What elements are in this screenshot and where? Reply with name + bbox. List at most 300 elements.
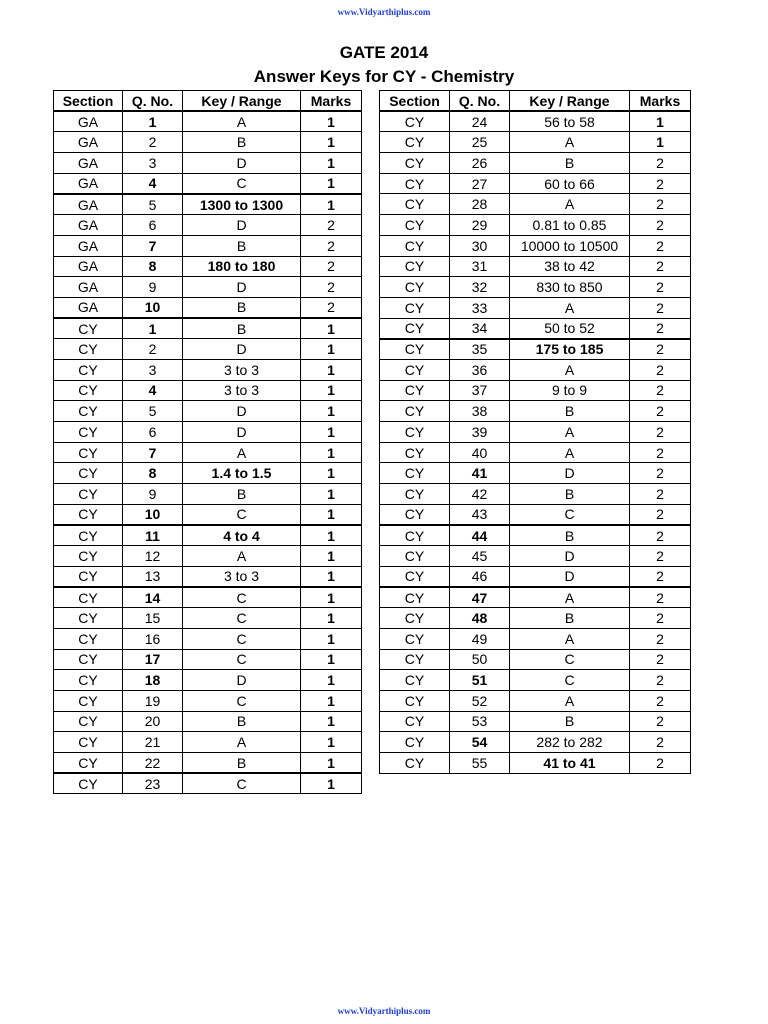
cell-marks: 2 — [630, 256, 691, 277]
table-row — [380, 442, 691, 463]
cell-key-range: D — [510, 463, 630, 484]
cell-key-range: B — [183, 753, 301, 774]
cell-marks: 1 — [301, 484, 362, 505]
cell-section: CY — [54, 587, 123, 608]
cell-question-number: 18 — [123, 670, 183, 691]
cell-marks: 2 — [630, 732, 691, 753]
cell-section: CY — [380, 711, 450, 732]
cell-section: CY — [54, 442, 123, 463]
cell-key-range: B — [510, 525, 630, 546]
table-row — [380, 297, 691, 318]
cell-key-range: B — [510, 401, 630, 422]
cell-section: CY — [380, 546, 450, 567]
cell-section: GA — [54, 235, 123, 256]
cell-question-number: 32 — [450, 277, 510, 298]
cell-key-range: A — [510, 587, 630, 608]
cell-section: GA — [54, 277, 123, 298]
cell-question-number: 54 — [450, 732, 510, 753]
cell-question-number: 2 — [123, 339, 183, 360]
cell-key-range: A — [510, 132, 630, 153]
cell-section: CY — [380, 132, 450, 153]
table-row — [380, 670, 691, 691]
cell-key-range: 180 to 180 — [183, 256, 301, 277]
cell-section: CY — [54, 566, 123, 587]
table-row — [380, 256, 691, 277]
column-header-marks: Marks — [630, 91, 691, 112]
cell-section: CY — [380, 401, 450, 422]
cell-key-range: C — [183, 608, 301, 629]
cell-key-range: 3 to 3 — [183, 359, 301, 380]
cell-question-number: 11 — [123, 525, 183, 546]
column-header-marks: Marks — [301, 91, 362, 112]
cell-question-number: 23 — [123, 773, 183, 794]
cell-key-range: B — [183, 484, 301, 505]
cell-section: CY — [54, 649, 123, 670]
cell-question-number: 48 — [450, 608, 510, 629]
cell-question-number: 5 — [123, 194, 183, 215]
cell-question-number: 33 — [450, 297, 510, 318]
cell-key-range: C — [183, 587, 301, 608]
cell-marks: 2 — [630, 297, 691, 318]
cell-key-range: C — [183, 173, 301, 194]
cell-key-range: 3 to 3 — [183, 566, 301, 587]
cell-section: CY — [380, 173, 450, 194]
cell-key-range: 50 to 52 — [510, 318, 630, 339]
table-row — [54, 546, 362, 567]
cell-question-number: 36 — [450, 359, 510, 380]
table-row — [380, 277, 691, 298]
cell-key-range: D — [183, 401, 301, 422]
cell-question-number: 21 — [123, 732, 183, 753]
cell-section: CY — [380, 339, 450, 360]
cell-section: CY — [380, 732, 450, 753]
table-row — [54, 670, 362, 691]
footer-site-link[interactable]: www.Vidyarthiplus.com — [337, 1006, 431, 1016]
cell-question-number: 38 — [450, 401, 510, 422]
cell-marks: 2 — [630, 401, 691, 422]
table-row — [380, 732, 691, 753]
cell-key-range: A — [510, 359, 630, 380]
cell-marks: 2 — [630, 711, 691, 732]
cell-section: GA — [54, 132, 123, 153]
cell-key-range: A — [183, 546, 301, 567]
cell-question-number: 5 — [123, 401, 183, 422]
table-row — [54, 401, 362, 422]
cell-marks: 1 — [301, 690, 362, 711]
cell-marks: 1 — [301, 525, 362, 546]
cell-marks: 1 — [301, 422, 362, 443]
cell-marks: 2 — [301, 235, 362, 256]
cell-section: CY — [380, 111, 450, 132]
cell-section: CY — [380, 297, 450, 318]
table-row — [380, 359, 691, 380]
cell-marks: 1 — [301, 711, 362, 732]
table-row — [54, 173, 362, 194]
cell-section: CY — [380, 359, 450, 380]
cell-key-range: 41 to 41 — [510, 753, 630, 774]
cell-question-number: 3 — [123, 153, 183, 174]
cell-marks: 1 — [301, 173, 362, 194]
cell-marks: 1 — [301, 111, 362, 132]
cell-marks: 1 — [301, 773, 362, 794]
cell-key-range: A — [510, 442, 630, 463]
table-row — [54, 773, 362, 794]
cell-question-number: 43 — [450, 504, 510, 525]
page-title: GATE 2014 — [339, 43, 429, 62]
cell-question-number: 52 — [450, 690, 510, 711]
cell-marks: 1 — [301, 546, 362, 567]
cell-section: CY — [380, 504, 450, 525]
cell-question-number: 22 — [123, 753, 183, 774]
cell-question-number: 47 — [450, 587, 510, 608]
table-row — [380, 153, 691, 174]
cell-key-range: 175 to 185 — [510, 339, 630, 360]
table-row — [54, 318, 362, 339]
cell-section: GA — [54, 153, 123, 174]
table-header-row — [380, 91, 691, 112]
cell-marks: 2 — [630, 463, 691, 484]
cell-section: CY — [380, 484, 450, 505]
table-row — [54, 649, 362, 670]
cell-section: CY — [54, 339, 123, 360]
cell-section: CY — [54, 628, 123, 649]
cell-question-number: 34 — [450, 318, 510, 339]
cell-key-range: 10000 to 10500 — [510, 235, 630, 256]
cell-marks: 1 — [301, 649, 362, 670]
table-row — [54, 153, 362, 174]
cell-section: CY — [380, 587, 450, 608]
cell-marks: 1 — [301, 442, 362, 463]
cell-question-number: 41 — [450, 463, 510, 484]
cell-question-number: 31 — [450, 256, 510, 277]
cell-marks: 2 — [301, 277, 362, 298]
cell-question-number: 35 — [450, 339, 510, 360]
cell-key-range: D — [183, 215, 301, 236]
cell-key-range: A — [510, 297, 630, 318]
table-row — [54, 711, 362, 732]
cell-marks: 2 — [630, 587, 691, 608]
cell-key-range: A — [510, 422, 630, 443]
cell-section: CY — [380, 753, 450, 774]
table-row — [380, 235, 691, 256]
cell-marks: 1 — [301, 401, 362, 422]
table-row — [54, 235, 362, 256]
cell-section: CY — [54, 711, 123, 732]
cell-key-range: B — [183, 318, 301, 339]
cell-key-range: D — [183, 153, 301, 174]
cell-key-range: B — [183, 711, 301, 732]
table-row — [380, 546, 691, 567]
table-row — [380, 339, 691, 360]
table-row — [54, 194, 362, 215]
table-row — [54, 297, 362, 318]
cell-section: CY — [54, 670, 123, 691]
cell-section: CY — [54, 401, 123, 422]
table-row — [380, 401, 691, 422]
cell-marks: 2 — [630, 525, 691, 546]
cell-question-number: 20 — [123, 711, 183, 732]
cell-key-range: B — [510, 711, 630, 732]
cell-marks: 1 — [301, 194, 362, 215]
table-row — [380, 194, 691, 215]
cell-key-range: A — [183, 442, 301, 463]
table-row — [380, 132, 691, 153]
cell-key-range: C — [183, 690, 301, 711]
table-row — [54, 690, 362, 711]
cell-section: CY — [380, 649, 450, 670]
table-row — [54, 422, 362, 443]
cell-marks: 2 — [630, 277, 691, 298]
table-row — [380, 587, 691, 608]
cell-marks: 1 — [301, 732, 362, 753]
cell-question-number: 10 — [123, 504, 183, 525]
cell-question-number: 37 — [450, 380, 510, 401]
cell-section: GA — [54, 173, 123, 194]
cell-key-range: B — [510, 153, 630, 174]
cell-question-number: 13 — [123, 566, 183, 587]
cell-question-number: 27 — [450, 173, 510, 194]
cell-section: CY — [380, 463, 450, 484]
cell-marks: 2 — [630, 339, 691, 360]
cell-marks: 2 — [630, 546, 691, 567]
table-row — [54, 566, 362, 587]
cell-key-range: A — [183, 111, 301, 132]
table-row — [380, 422, 691, 443]
cell-section: CY — [380, 235, 450, 256]
cell-section: GA — [54, 194, 123, 215]
cell-key-range: 1.4 to 1.5 — [183, 463, 301, 484]
table-row — [380, 463, 691, 484]
table-row — [380, 380, 691, 401]
cell-marks: 1 — [301, 628, 362, 649]
cell-question-number: 12 — [123, 546, 183, 567]
cell-question-number: 53 — [450, 711, 510, 732]
table-row — [54, 256, 362, 277]
cell-question-number: 8 — [123, 463, 183, 484]
table-row — [380, 753, 691, 774]
cell-question-number: 4 — [123, 173, 183, 194]
cell-question-number: 10 — [123, 297, 183, 318]
cell-key-range: 830 to 850 — [510, 277, 630, 298]
cell-key-range: 4 to 4 — [183, 525, 301, 546]
cell-key-range: A — [510, 690, 630, 711]
cell-key-range: A — [510, 628, 630, 649]
table-row — [54, 504, 362, 525]
table-row — [380, 525, 691, 546]
cell-key-range: D — [183, 670, 301, 691]
cell-key-range: B — [510, 608, 630, 629]
cell-section: CY — [54, 359, 123, 380]
table-row — [54, 442, 362, 463]
cell-key-range: 0.81 to 0.85 — [510, 215, 630, 236]
cell-marks: 2 — [630, 628, 691, 649]
cell-section: CY — [54, 318, 123, 339]
cell-marks: 2 — [630, 649, 691, 670]
table-row — [54, 277, 362, 298]
cell-marks: 2 — [630, 422, 691, 443]
cell-marks: 1 — [301, 753, 362, 774]
table-row — [380, 504, 691, 525]
cell-question-number: 24 — [450, 111, 510, 132]
table-row — [54, 608, 362, 629]
cell-key-range: 9 to 9 — [510, 380, 630, 401]
cell-question-number: 8 — [123, 256, 183, 277]
cell-key-range: 282 to 282 — [510, 732, 630, 753]
table-row — [380, 215, 691, 236]
cell-question-number: 6 — [123, 422, 183, 443]
cell-marks: 1 — [301, 587, 362, 608]
cell-question-number: 1 — [123, 318, 183, 339]
table-row — [54, 339, 362, 360]
cell-section: CY — [380, 380, 450, 401]
cell-question-number: 39 — [450, 422, 510, 443]
cell-marks: 1 — [301, 153, 362, 174]
cell-key-range: C — [510, 649, 630, 670]
cell-section: CY — [380, 690, 450, 711]
table-row — [380, 484, 691, 505]
cell-section: CY — [54, 463, 123, 484]
cell-marks: 1 — [301, 670, 362, 691]
cell-marks: 1 — [301, 504, 362, 525]
column-header-section: Section — [54, 91, 123, 112]
cell-section: CY — [54, 773, 123, 794]
table-row — [380, 690, 691, 711]
cell-question-number: 19 — [123, 690, 183, 711]
cell-key-range: B — [183, 132, 301, 153]
cell-question-number: 25 — [450, 132, 510, 153]
table-row — [54, 753, 362, 774]
cell-marks: 2 — [630, 194, 691, 215]
cell-marks: 2 — [301, 297, 362, 318]
table-row — [54, 484, 362, 505]
cell-marks: 1 — [301, 132, 362, 153]
cell-section: CY — [380, 153, 450, 174]
cell-marks: 2 — [301, 215, 362, 236]
column-header-key-range: Key / Range — [183, 91, 301, 112]
cell-key-range: D — [510, 566, 630, 587]
table-row — [54, 587, 362, 608]
cell-key-range: B — [183, 297, 301, 318]
cell-key-range: C — [183, 504, 301, 525]
table-row — [54, 132, 362, 153]
cell-marks: 1 — [301, 339, 362, 360]
column-header-q-no: Q. No. — [450, 91, 510, 112]
cell-section: CY — [380, 277, 450, 298]
cell-section: CY — [54, 504, 123, 525]
cell-key-range: 56 to 58 — [510, 111, 630, 132]
cell-marks: 1 — [301, 318, 362, 339]
column-header-section: Section — [380, 91, 450, 112]
cell-section: CY — [380, 608, 450, 629]
cell-marks: 1 — [630, 111, 691, 132]
header-site-link[interactable]: www.Vidyarthiplus.com — [337, 7, 431, 17]
cell-marks: 1 — [301, 463, 362, 484]
cell-key-range: D — [183, 422, 301, 443]
cell-section: CY — [380, 422, 450, 443]
cell-key-range: D — [183, 339, 301, 360]
cell-key-range: C — [510, 504, 630, 525]
cell-key-range: C — [510, 670, 630, 691]
cell-question-number: 51 — [450, 670, 510, 691]
cell-marks: 2 — [630, 442, 691, 463]
cell-key-range: B — [183, 235, 301, 256]
cell-section: CY — [54, 525, 123, 546]
cell-question-number: 30 — [450, 235, 510, 256]
table-row — [54, 628, 362, 649]
cell-question-number: 44 — [450, 525, 510, 546]
cell-marks: 1 — [301, 359, 362, 380]
cell-question-number: 40 — [450, 442, 510, 463]
cell-section: CY — [54, 380, 123, 401]
cell-section: CY — [54, 732, 123, 753]
cell-question-number: 7 — [123, 442, 183, 463]
cell-question-number: 3 — [123, 359, 183, 380]
cell-section: CY — [380, 628, 450, 649]
cell-question-number: 46 — [450, 566, 510, 587]
cell-question-number: 4 — [123, 380, 183, 401]
table-row — [380, 566, 691, 587]
cell-marks: 2 — [630, 753, 691, 774]
cell-question-number: 26 — [450, 153, 510, 174]
cell-marks: 1 — [301, 608, 362, 629]
cell-question-number: 14 — [123, 587, 183, 608]
cell-question-number: 9 — [123, 484, 183, 505]
cell-section: CY — [380, 194, 450, 215]
cell-key-range: B — [510, 484, 630, 505]
cell-section: CY — [54, 484, 123, 505]
table-row — [380, 173, 691, 194]
cell-question-number: 29 — [450, 215, 510, 236]
cell-marks: 2 — [630, 380, 691, 401]
cell-marks: 2 — [630, 173, 691, 194]
cell-key-range: A — [510, 194, 630, 215]
table-header-row — [54, 91, 362, 112]
cell-marks: 1 — [301, 380, 362, 401]
answer-key-table-left — [53, 90, 362, 794]
cell-question-number: 6 — [123, 215, 183, 236]
cell-section: CY — [380, 318, 450, 339]
cell-section: CY — [54, 690, 123, 711]
cell-question-number: 15 — [123, 608, 183, 629]
cell-key-range: 38 to 42 — [510, 256, 630, 277]
cell-marks: 2 — [630, 484, 691, 505]
cell-section: GA — [54, 297, 123, 318]
cell-question-number: 55 — [450, 753, 510, 774]
table-row — [54, 215, 362, 236]
cell-section: CY — [380, 525, 450, 546]
table-row — [380, 318, 691, 339]
cell-question-number: 49 — [450, 628, 510, 649]
cell-section: CY — [54, 608, 123, 629]
cell-section: GA — [54, 256, 123, 277]
cell-question-number: 42 — [450, 484, 510, 505]
cell-question-number: 17 — [123, 649, 183, 670]
cell-marks: 1 — [301, 566, 362, 587]
table-row — [54, 111, 362, 132]
cell-section: CY — [54, 546, 123, 567]
cell-marks: 2 — [630, 235, 691, 256]
cell-marks: 1 — [630, 132, 691, 153]
cell-marks: 2 — [630, 690, 691, 711]
cell-question-number: 45 — [450, 546, 510, 567]
cell-section: GA — [54, 215, 123, 236]
cell-section: CY — [380, 670, 450, 691]
table-row — [380, 111, 691, 132]
answer-key-table-right — [379, 90, 691, 774]
cell-key-range: A — [183, 732, 301, 753]
cell-key-range: C — [183, 628, 301, 649]
cell-marks: 2 — [630, 566, 691, 587]
